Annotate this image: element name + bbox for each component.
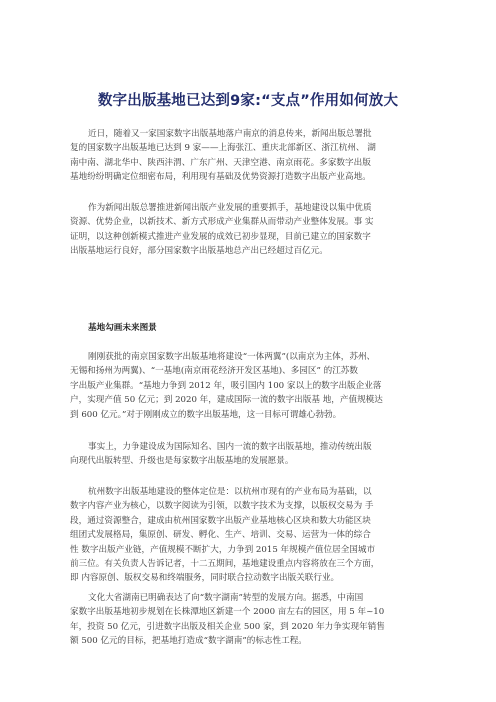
text-line: 事实上，力争建设成为国际知名、国内一流的数字出版基地，推动传统出版 — [88, 442, 372, 452]
text-line: 基地纷纷明确定位细密布局，利用现有基础及优势资源打造数字出版产业高地。 — [70, 172, 371, 183]
text-line: 前三位。有关负责人告诉记者，十二五期间，基地建设重点内容将放在三个方面， — [70, 559, 380, 570]
text-line: 作为新闻出版总署推进新闻出版产业发展的重要抓手，基地建设以集中优质 — [88, 203, 372, 213]
paragraph-4 — [70, 440, 436, 469]
text-line: 即 内容原创、版权交易和终端服务，同时联合拉动数字出版关联行业。 — [70, 573, 340, 584]
text-line: 证明，以这种创新模式推进产业发展的成效已初步显现，目前已建立的国家数字 — [70, 231, 371, 242]
text-line: 到 600 亿元。”对于刚刚成立的数字出版基地，这一目标可谓雄心勃勃。 — [70, 409, 342, 420]
text-line: 段，通过资源整合，建成由杭州国家数字出版产业基地核心区块和数大功能区块 — [70, 515, 371, 526]
paragraph-5 — [70, 485, 436, 586]
page-title: 数字出版基地已达到9家:“支点”作用如何放大 — [97, 93, 399, 109]
text-line: 南中南、湖北华中、陕西沣渭、广东广州、天津空港、南京雨花。多家数字出版 — [70, 157, 371, 168]
text-line: 额 500 亿元的目标，把基地打造成“数字湖南”的标志性工程。 — [70, 636, 307, 647]
text-line: 无锡和扬州为两翼)、“一基地(南京雨花经济开发区基地)、多园区” 的江苏数 — [70, 366, 358, 377]
text-line: 出版基地运行良好，部分国家数字出版基地总产出已经超过百亿元。 — [70, 246, 328, 257]
section-heading: 基地勾画未来图景 — [88, 323, 157, 333]
paragraph-1 — [70, 127, 436, 185]
text-line: 资源、优势企业，以新技术、新方式形成产业集群从而带动产业整体发展。事 实 — [70, 217, 374, 228]
text-line: 性 数字出版产业链，产值规模不断扩大，力争到 2015 年规模产值位居全国城市 — [70, 544, 376, 555]
text-line: 刚刚获批的南京国家数字出版基地将建设“一体两翼”(以南京为主体，苏州、 — [88, 352, 376, 362]
paragraph-3 — [70, 350, 436, 422]
text-line: 字出版产业集群。“基地力争到 2012 年，吸引国内 100 家以上的数字出版企业落 — [70, 380, 382, 391]
text-line: 杭州数字出版基地建设的整体定位是：以杭州市现有的产业布局为基础，以 — [88, 487, 372, 497]
text-line: 家数字出版基地初步规划在长株潭地区新建一个 2000 亩左右的园区，用 5 年~10 — [70, 607, 385, 618]
text-line: 近日，随着又一家国家数字出版基地落户南京的消息传来，新闻出版总署批 — [88, 129, 372, 139]
text-line: 组团式发展格局，集原创、研发、孵化、生产、培训、交易、运营为一体的综合 — [70, 530, 371, 541]
text-line: 文化大省湖南已明确表达了向“数字湖南”转型的发展方向。据悉，中南国 — [88, 593, 364, 603]
paragraph-6 — [70, 591, 436, 649]
text-line: 户，实现产值 50 亿元；到 2020 年，建成国际一流的数字出版基 地，产值规模达 — [70, 395, 383, 406]
text-line: 复的国家数字出版基地已达到 9 家——上海张江、重庆北部新区、浙江杭州、 湖 — [70, 143, 376, 154]
text-line: 数字内容产业为核心，以数字阅读为引领，以数字技术为支撑，以版权交易为 手 — [70, 501, 374, 512]
text-line: 年，投资 50 亿元，引进数字出版及相关企业 500 家，到 2020 年力争实现年销售 — [70, 621, 385, 632]
paragraph-2 — [70, 201, 436, 259]
text-line: 向现代出版转型、升级也是每家数字出版基地的发展愿景。 — [70, 456, 294, 467]
